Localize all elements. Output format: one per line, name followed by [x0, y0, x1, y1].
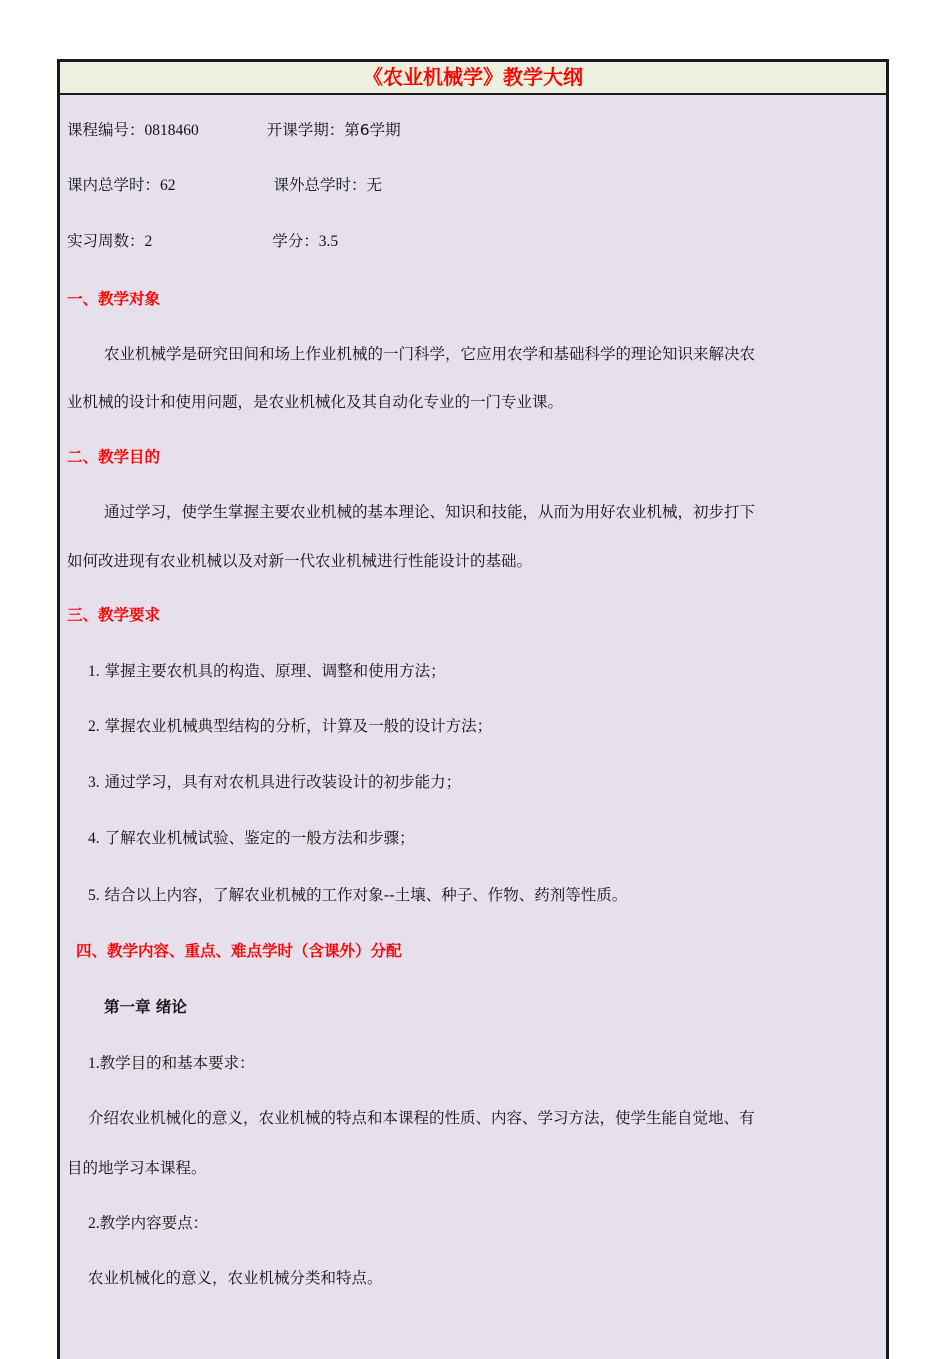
in-hours-label: 课内总学时：	[67, 176, 161, 194]
requirement-item	[88, 885, 627, 906]
credit-label: 学分：	[272, 232, 319, 250]
requirement-number: 5.	[88, 887, 100, 904]
out-hours-value: 无	[366, 176, 383, 194]
item-text: 教学内容要点：	[99, 1214, 209, 1232]
requirement-text: 通过学习，具有对农机具进行改装设计的初步能力；	[104, 773, 462, 791]
term-label: 开课学期：	[266, 121, 345, 139]
course-info-row-2	[67, 175, 382, 196]
item-text: 教学目的和基本要求：	[99, 1054, 255, 1072]
course-info-row-1	[67, 120, 401, 141]
chapter-1-title: 第一章 绪论	[104, 998, 187, 1016]
out-hours-label: 课外总学时：	[273, 176, 367, 194]
paragraph-teaching-purpose-2: 如何改进现有农业机械以及对新一代农业机械进行性能设计的基础。	[67, 552, 533, 570]
section-heading-teaching-content: 四、教学内容、重点、难点学时（含课外）分配	[76, 942, 402, 960]
syllabus-frame	[57, 59, 889, 1359]
in-hours-value: 62	[160, 177, 176, 194]
section-heading-teaching-purpose: 二、教学目的	[67, 448, 161, 466]
course-no-label: 课程编号：	[67, 121, 145, 139]
item-number: 1.	[88, 1055, 100, 1072]
credit-value: 3.5	[318, 233, 339, 250]
requirement-text: 掌握农业机械典型结构的分析，计算及一般的设计方法；	[104, 717, 493, 735]
requirement-number: 1.	[88, 663, 100, 680]
practice-weeks-value: 2	[144, 233, 153, 250]
chapter-1-paragraph-1: 介绍农业机械化的意义，农业机械的特点和本课程的性质、内容、学习方法，使学生能自觉地、有	[88, 1109, 755, 1127]
chapter-1-paragraph-2: 目的地学习本课程。	[67, 1159, 207, 1177]
document-title: 《农业机械学》教学大纲	[60, 62, 886, 95]
requirement-item	[88, 716, 492, 737]
section-heading-teaching-object: 一、教学对象	[67, 290, 161, 308]
requirement-number: 3.	[88, 774, 100, 791]
chapter-1-paragraph-3: 农业机械化的意义，农业机械分类和特点。	[88, 1269, 383, 1287]
practice-weeks-label: 实习周数：	[67, 232, 145, 250]
requirement-text: 了解农业机械试验、鉴定的一般方法和步骤；	[104, 829, 415, 847]
paragraph-teaching-object-2: 业机械的设计和使用问题，是农业机械化及其自动化专业的一门专业课。	[67, 393, 564, 411]
chapter-1-item-content-points	[88, 1213, 208, 1234]
requirement-number: 4.	[88, 830, 100, 847]
term-value: 第6学期	[344, 121, 401, 139]
requirement-text: 结合以上内容，了解农业机械的工作对象--土壤、种子、作物、药剂等性质。	[104, 886, 628, 904]
requirement-item	[88, 661, 446, 682]
chapter-1-item-objectives	[88, 1053, 255, 1074]
course-no-value: 0818460	[144, 122, 199, 139]
requirement-number: 2.	[88, 718, 100, 735]
item-number: 2.	[88, 1215, 100, 1232]
requirement-item	[88, 772, 461, 793]
section-heading-teaching-requirements: 三、教学要求	[67, 606, 161, 624]
paragraph-teaching-object-1: 农业机械学是研究田间和场上作业机械的一门科学，它应用农学和基础科学的理论知识来解决农	[104, 345, 756, 363]
course-info-row-3	[67, 231, 338, 252]
requirement-text: 掌握主要农机具的构造、原理、调整和使用方法；	[104, 662, 446, 680]
requirement-item	[88, 828, 415, 849]
paragraph-teaching-purpose-1: 通过学习，使学生掌握主要农业机械的基本理论、知识和技能，从而为用好农业机械，初步打下	[104, 503, 756, 521]
